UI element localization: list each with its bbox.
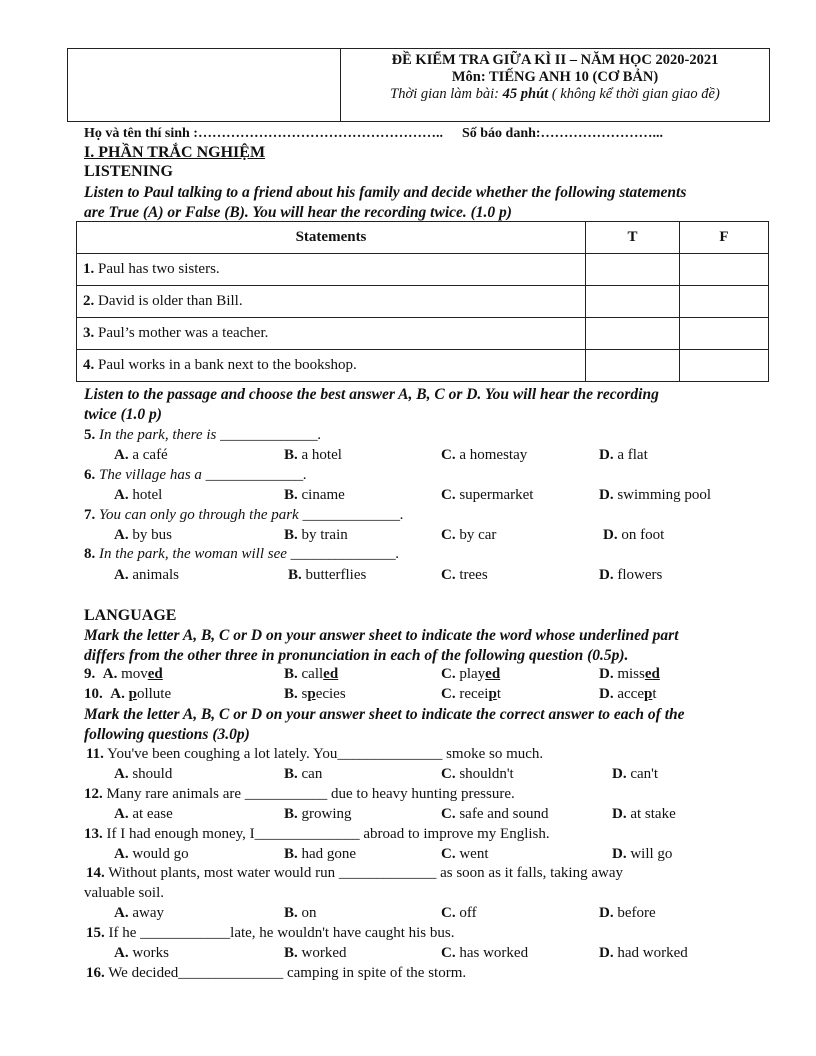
option-text: hotel <box>132 487 163 503</box>
option-letter: C. <box>441 487 456 503</box>
option-text: on <box>301 905 317 921</box>
false-cell[interactable] <box>680 286 769 318</box>
table-header-row <box>77 222 769 254</box>
option-text: went <box>459 846 489 862</box>
q9-option-b[interactable] <box>284 665 338 684</box>
q8-option-c[interactable] <box>441 566 488 585</box>
option-text: safe and sound <box>459 806 549 822</box>
option-letter: D. <box>603 527 618 543</box>
q9-option-c[interactable] <box>441 665 500 684</box>
table-row <box>77 350 769 382</box>
option-text: had worked <box>617 945 688 961</box>
language-instruction-2b: following questions (3.0p) <box>84 726 250 743</box>
option-letter: B. <box>284 846 298 862</box>
statement-cell <box>77 286 586 318</box>
option-letter: A. <box>114 945 129 961</box>
underlined-part: p <box>643 686 653 702</box>
option-letter: C. <box>441 806 456 822</box>
question-stem: We decided______________ camping in spite of the storm. <box>104 965 467 981</box>
option-letter: B. <box>284 945 298 961</box>
true-cell[interactable] <box>586 318 680 350</box>
false-cell[interactable] <box>680 254 769 286</box>
option-letter: A. <box>114 766 129 782</box>
option-letter: B. <box>288 567 302 583</box>
option-text: away <box>132 905 164 921</box>
option-letter: B. <box>284 666 298 682</box>
q9-option-d[interactable] <box>599 665 660 684</box>
underlined-part: ed <box>147 666 163 682</box>
q15-option-c[interactable] <box>441 944 528 963</box>
option-text: had gone <box>301 846 357 862</box>
q15-option-b[interactable] <box>284 944 347 963</box>
option-letter: B. <box>284 686 298 702</box>
question-number: 15. <box>86 925 105 941</box>
option-letter: B. <box>284 766 298 782</box>
listening-instruction-2a: Listen to the passage and choose the best answer A, B, C or D. You will hear the recording <box>84 386 659 403</box>
option-text: can't <box>630 766 659 782</box>
option-letter: B. <box>284 447 298 463</box>
true-cell[interactable] <box>586 350 680 382</box>
question-number: 14. <box>86 865 105 881</box>
option-text: trees <box>459 567 488 583</box>
option-text: shouldn't <box>459 766 514 782</box>
q11-option-d[interactable] <box>612 765 658 784</box>
q13-option-a[interactable] <box>114 845 189 864</box>
section-title: I. PHẦN TRẮC NGHIỆM <box>84 144 266 161</box>
q13-option-d[interactable] <box>612 845 672 864</box>
option-letter: C. <box>441 766 456 782</box>
student-name-label: Họ và tên thí sinh :…………………………………………….. <box>84 126 443 141</box>
student-info-line <box>84 124 663 143</box>
option-letter: C. <box>441 567 456 583</box>
option-text: ollute <box>136 686 172 702</box>
table-row <box>77 286 769 318</box>
question-number: 12. <box>84 786 103 802</box>
statement-number: 3. <box>83 325 95 341</box>
exam-title: ĐỀ KIỂM TRA GIỮA KÌ II – NĂM HỌC 2020-2021 <box>391 52 719 68</box>
option-text: a flat <box>617 447 648 463</box>
exam-subject: Môn: TIẾNG ANH 10 (CƠ BẢN) <box>451 69 659 85</box>
option-text: growing <box>301 806 352 822</box>
question-stem: In the park, the woman will see ______________. <box>95 546 400 562</box>
question-15 <box>86 924 454 943</box>
question-14 <box>86 864 623 883</box>
q14-option-a[interactable] <box>114 904 164 923</box>
q10-option-d[interactable] <box>599 685 657 704</box>
option-letter: C. <box>441 527 456 543</box>
q12-option-a[interactable] <box>114 805 173 824</box>
option-text: would go <box>132 846 189 862</box>
option-letter: A. <box>110 686 125 702</box>
student-id-label: Số báo danh:……………………... <box>461 126 664 141</box>
option-text: at ease <box>132 806 173 822</box>
false-cell[interactable] <box>680 318 769 350</box>
option-letter: D. <box>612 766 627 782</box>
option-letter: D. <box>599 905 614 921</box>
header-statements: Statements <box>77 222 586 254</box>
option-text: by bus <box>132 527 172 543</box>
option-text: supermarket <box>459 487 534 503</box>
question-number: 8. <box>84 546 96 562</box>
option-letter: D. <box>612 806 627 822</box>
option-text: swimming pool <box>617 487 712 503</box>
underlined-part: ed <box>323 666 339 682</box>
question-stem: You've been coughing a lot lately. You______________ smoke so much. <box>103 746 544 762</box>
question-14-continued: valuable soil. <box>84 885 164 901</box>
option-text: will go <box>630 846 673 862</box>
q13-option-b[interactable] <box>284 845 356 864</box>
statement-number: 1. <box>83 261 95 277</box>
question-7 <box>84 506 404 525</box>
question-stem: You can only go through the park _____________. <box>95 507 404 523</box>
time-prefix: Thời gian làm bài: <box>390 86 503 102</box>
option-letter: D. <box>599 686 614 702</box>
question-number: 7. <box>84 507 96 523</box>
option-letter: A. <box>114 846 129 862</box>
question-13 <box>84 825 550 844</box>
language-instruction-1a: Mark the letter A, B, C or D on your answer sheet to indicate the word whose underlined part <box>84 627 679 644</box>
option-letter: A. <box>102 666 118 682</box>
option-text: by car <box>459 527 497 543</box>
language-instruction-2a: Mark the letter A, B, C or D on your answer sheet to indicate the correct answer to each of the <box>84 706 685 723</box>
option-letter: D. <box>599 487 614 503</box>
q6-option-a[interactable] <box>114 486 162 505</box>
option-letter: C. <box>441 846 456 862</box>
header-right-cell <box>341 49 769 121</box>
statement-cell <box>77 350 586 382</box>
option-letter: A. <box>114 527 129 543</box>
option-letter: B. <box>284 806 298 822</box>
option-text: can <box>301 766 323 782</box>
q14-option-c[interactable] <box>441 904 477 923</box>
true-cell[interactable] <box>586 254 680 286</box>
option-text: flowers <box>617 567 663 583</box>
language-heading: LANGUAGE <box>84 607 177 624</box>
option-text: should <box>132 766 173 782</box>
q7-option-a[interactable] <box>114 526 172 545</box>
option-text: off <box>459 905 477 921</box>
q7-option-d[interactable] <box>603 526 664 545</box>
listening-heading: LISTENING <box>84 163 173 180</box>
q15-option-a[interactable] <box>114 944 169 963</box>
underlined-part: p <box>488 686 497 702</box>
underlined-part: p <box>128 686 137 702</box>
false-cell[interactable] <box>680 350 769 382</box>
statement-text: Paul has two sisters. <box>94 261 220 277</box>
option-text: on foot <box>621 527 665 543</box>
q8-option-d[interactable] <box>599 566 662 585</box>
q15-option-d[interactable] <box>599 944 688 963</box>
option-text: by train <box>301 527 348 543</box>
q6-option-b[interactable] <box>284 486 345 505</box>
option-text: animals <box>132 567 179 583</box>
option-text: miss <box>617 666 645 682</box>
q12-option-d[interactable] <box>612 805 676 824</box>
question-number: 10. <box>84 686 103 702</box>
option-letter: A. <box>114 567 129 583</box>
option-letter: C. <box>441 686 456 702</box>
question-number: 11. <box>86 746 104 762</box>
q9-option-a[interactable] <box>84 665 163 684</box>
time-suffix: ( không kể thời gian giao đề) <box>548 86 720 102</box>
question-number: 9. <box>84 666 96 682</box>
underlined-part: p <box>307 686 316 702</box>
option-text: butterflies <box>305 567 367 583</box>
language-instruction-1b: differs from the other three in pronunciation in each of the following question (0.5p). <box>84 647 629 664</box>
q5-option-c[interactable] <box>441 446 527 465</box>
q10-option-b[interactable] <box>284 685 346 704</box>
q5-option-d[interactable] <box>599 446 648 465</box>
option-text: before <box>617 905 656 921</box>
statements-table <box>76 221 769 382</box>
option-text: ecies <box>315 686 346 702</box>
underlined-part: ed <box>485 666 501 682</box>
question-number: 5. <box>84 427 96 443</box>
header-false: F <box>680 222 769 254</box>
q10-option-a[interactable] <box>84 685 171 704</box>
option-text: worked <box>301 945 347 961</box>
option-letter: C. <box>441 945 456 961</box>
q5-option-a[interactable] <box>114 446 168 465</box>
option-text: t <box>652 686 657 702</box>
option-text: play <box>459 666 486 682</box>
table-row <box>77 318 769 350</box>
time-value: 45 phút <box>502 86 549 102</box>
option-letter: A. <box>114 806 129 822</box>
question-stem: If I had enough money, I______________ abroad to improve my English. <box>102 826 550 842</box>
header-true: T <box>586 222 680 254</box>
q6-option-d[interactable] <box>599 486 711 505</box>
option-letter: D. <box>599 945 614 961</box>
q5-option-b[interactable] <box>284 446 342 465</box>
question-stem: In the park, there is _____________. <box>95 427 322 443</box>
q11-option-b[interactable] <box>284 765 322 784</box>
option-letter: B. <box>284 527 298 543</box>
option-letter: D. <box>612 846 627 862</box>
true-cell[interactable] <box>586 286 680 318</box>
option-text: has worked <box>459 945 529 961</box>
statement-text: David is older than Bill. <box>94 293 243 309</box>
statement-number: 2. <box>83 293 95 309</box>
option-text: t <box>496 686 501 702</box>
listening-instruction-1b: are True (A) or False (B). You will hear the recording twice. (1.0 p) <box>84 204 512 221</box>
question-11 <box>86 745 543 764</box>
option-text: at stake <box>626 806 676 822</box>
q11-option-a[interactable] <box>114 765 172 784</box>
q13-option-c[interactable] <box>441 845 489 864</box>
underlined-part: ed <box>644 666 660 682</box>
statement-text: Paul works in a bank next to the bookshop. <box>94 357 357 373</box>
option-text: s <box>301 686 308 702</box>
question-6 <box>84 466 307 485</box>
q11-option-c[interactable] <box>441 765 514 784</box>
option-text: acce <box>617 686 644 702</box>
question-5 <box>84 426 321 445</box>
option-text: a café <box>132 447 168 463</box>
listening-instruction-1a: Listen to Paul talking to a friend about his family and decide whether the following statements <box>84 184 687 201</box>
option-text: call <box>301 666 324 682</box>
q10-option-c[interactable] <box>441 685 501 704</box>
option-letter: A. <box>114 487 129 503</box>
q14-option-d[interactable] <box>599 904 656 923</box>
question-12 <box>84 785 515 804</box>
statement-cell <box>77 318 586 350</box>
exam-header-box <box>67 48 770 122</box>
header-left-cell <box>68 49 341 121</box>
question-stem: Many rare animals are ___________ due to heavy hunting pressure. <box>102 786 515 802</box>
question-stem: If he ____________late, he wouldn't have caught his bus. <box>104 925 455 941</box>
option-letter: C. <box>441 666 456 682</box>
listening-instruction-2b: twice (1.0 p) <box>84 406 162 423</box>
option-letter: D. <box>599 666 614 682</box>
option-letter: B. <box>284 487 298 503</box>
q8-option-a[interactable] <box>114 566 179 585</box>
question-number: 13. <box>84 826 103 842</box>
option-text: recei <box>459 686 489 702</box>
exam-time <box>341 86 769 103</box>
option-letter: C. <box>441 447 456 463</box>
option-letter: A. <box>114 905 129 921</box>
option-text: a hotel <box>301 447 342 463</box>
option-text: ciname <box>301 487 345 503</box>
q7-option-c[interactable] <box>441 526 496 545</box>
question-number: 6. <box>84 467 96 483</box>
question-stem: The village has a _____________. <box>95 467 307 483</box>
q12-option-b[interactable] <box>284 805 352 824</box>
question-stem: Without plants, most water would run _____________ as soon as it falls, taking away <box>104 865 623 881</box>
option-letter: A. <box>114 447 129 463</box>
q14-option-b[interactable] <box>284 904 317 923</box>
statement-cell <box>77 254 586 286</box>
question-16 <box>86 964 466 983</box>
q12-option-c[interactable] <box>441 805 549 824</box>
option-text: works <box>132 945 170 961</box>
option-text: a homestay <box>459 447 528 463</box>
question-8 <box>84 545 399 564</box>
question-number: 16. <box>86 965 105 981</box>
option-text: mov <box>121 666 148 682</box>
statement-text: Paul’s mother was a teacher. <box>94 325 269 341</box>
option-letter: B. <box>284 905 298 921</box>
statement-number: 4. <box>83 357 95 373</box>
option-letter: D. <box>599 567 614 583</box>
q7-option-b[interactable] <box>284 526 348 545</box>
q6-option-c[interactable] <box>441 486 533 505</box>
option-letter: C. <box>441 905 456 921</box>
table-row <box>77 254 769 286</box>
q8-option-b[interactable] <box>288 566 366 585</box>
option-letter: D. <box>599 447 614 463</box>
